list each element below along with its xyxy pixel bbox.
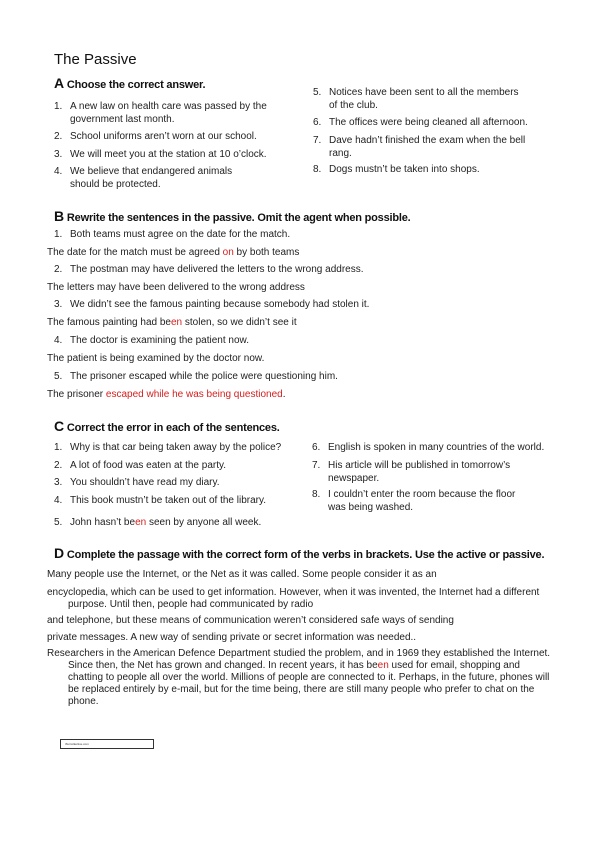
section-c-heading [54, 418, 280, 434]
item-number: 1. [54, 442, 63, 453]
item-number: 3. [54, 149, 63, 160]
list-item [312, 460, 582, 485]
item-number: 5. [54, 371, 63, 382]
item-text: This book mustn’t be taken out of the library. [70, 495, 267, 506]
passage-line: private messages. A new way of sending private or secret information was needed.. [47, 632, 417, 643]
item-number: 8. [312, 489, 321, 500]
item-number: 1. [54, 229, 63, 240]
item-number: 4. [54, 166, 63, 177]
section-c-letter: C [54, 418, 64, 434]
item-text: We didn’t see the famous painting because somebody had stolen it. [70, 299, 370, 310]
passage-line: purpose. Until then, people had communicated by radio [68, 599, 314, 610]
passage-line: Since then, the Net has grown and changed. In recent years, it has been used for email, shopping and [68, 660, 520, 671]
section-c-title: Correct the error in each of the sentences. [66, 422, 280, 434]
list-item [313, 164, 573, 177]
list-item [54, 495, 304, 508]
list-item [54, 299, 554, 312]
list-item [313, 117, 573, 130]
section-d-letter: D [54, 545, 64, 561]
item-number: 2. [54, 264, 63, 275]
item-number: 5. [54, 517, 63, 528]
answer-line: The prisoner escaped while he was being questioned. [47, 389, 286, 400]
passage-line: be replaced entirely by e-mail, but for the time being, there are still many people who prefer to chat on the [68, 684, 535, 695]
list-item [54, 371, 554, 384]
item-text: John hasn’t been seen by anyone all week. [70, 517, 262, 528]
item-number: 2. [54, 460, 63, 471]
item-number: 3. [54, 477, 63, 488]
item-text: I couldn’t enter the room because the floor was being washed. [328, 489, 516, 513]
item-text: We believe that endangered animals should be protected. [70, 166, 233, 190]
list-item [54, 101, 294, 126]
passage-line: Researchers in the American Defence Department studied the problem, and in 1969 they established the Internet. [47, 648, 551, 659]
list-item [312, 442, 582, 455]
list-item [313, 87, 573, 112]
list-item [312, 489, 582, 514]
item-number: 4. [54, 495, 63, 506]
section-b-letter: B [54, 208, 64, 224]
item-number: 6. [313, 117, 322, 128]
passage-line: phone. [68, 696, 99, 707]
section-d-title: Complete the passage with the correct form of the verbs in brackets. Use the active or passive. [66, 549, 545, 561]
list-item [54, 229, 554, 242]
item-number: 6. [312, 442, 321, 453]
item-text: You shouldn’t have read my diary. [70, 477, 220, 488]
list-item [313, 135, 573, 160]
footer-text: iSLCollective.com [65, 742, 89, 746]
item-text: Dogs mustn’t be taken into shops. [329, 164, 480, 175]
item-text: The prisoner escaped while the police were questioning him. [70, 371, 338, 382]
item-text: Dave hadn’t finished the exam when the bell rang. [329, 135, 526, 159]
item-text: We will meet you at the station at 10 o’clock. [70, 149, 267, 160]
item-text: A new law on health care was passed by the government last month. [70, 101, 267, 125]
item-number: 7. [312, 460, 321, 471]
footer-watermark [60, 739, 154, 749]
list-item [54, 264, 554, 277]
item-text: Both teams must agree on the date for the match. [70, 229, 291, 240]
list-item [54, 517, 314, 530]
section-a-heading [54, 75, 205, 91]
answer-line: The famous painting had been stolen, so we didn’t see it [47, 317, 297, 328]
passage-line: encyclopedia, which can be used to get information. However, when it was invented, the Internet had a different [47, 587, 540, 598]
passage-line: chatting to people all over the world. Millions of people are connected to it. Perhaps, in the future, phones will [68, 672, 550, 683]
item-number: 5. [313, 87, 322, 98]
item-text: Why is that car being taken away by the police? [70, 442, 282, 453]
section-d-heading [54, 545, 544, 561]
item-text: School uniforms aren’t worn at our school. [70, 131, 257, 142]
item-text: English is spoken in many countries of the world. [328, 442, 545, 453]
item-text: Notices have been sent to all the members of the club. [329, 87, 519, 111]
answer-line: The date for the match must be agreed on by both teams [47, 247, 300, 258]
item-text: His article will be published in tomorrow’s newspaper. [328, 460, 511, 484]
section-b-heading [54, 208, 411, 224]
item-number: 4. [54, 335, 63, 346]
item-text: The postman may have delivered the letters to the wrong address. [70, 264, 364, 275]
item-text: The doctor is examining the patient now. [70, 335, 249, 346]
passage-line: and telephone, but these means of communication weren’t considered safe ways of sending [47, 615, 454, 626]
list-item [54, 442, 304, 455]
item-number: 3. [54, 299, 63, 310]
item-number: 1. [54, 101, 63, 112]
item-number: 8. [313, 164, 322, 175]
item-text: The offices were being cleaned all afternoon. [329, 117, 528, 128]
answer-line: The letters may have been delivered to the wrong address [47, 282, 305, 293]
section-a-title: Choose the correct answer. [66, 79, 206, 91]
item-number: 7. [313, 135, 322, 146]
page-title: The Passive [54, 51, 137, 68]
list-item [54, 131, 294, 144]
list-item [54, 335, 554, 348]
passage-line: Many people use the Internet, or the Net as it was called. Some people consider it as an [47, 569, 437, 580]
section-b-title: Rewrite the sentences in the passive. Omit the agent when possible. [66, 212, 411, 224]
list-item [54, 477, 304, 490]
list-item [54, 149, 294, 162]
answer-line: The patient is being examined by the doctor now. [47, 353, 265, 364]
item-text: A lot of food was eaten at the party. [70, 460, 227, 471]
item-number: 2. [54, 131, 63, 142]
list-item [54, 460, 304, 473]
list-item [54, 166, 294, 191]
section-a-letter: A [54, 75, 64, 91]
